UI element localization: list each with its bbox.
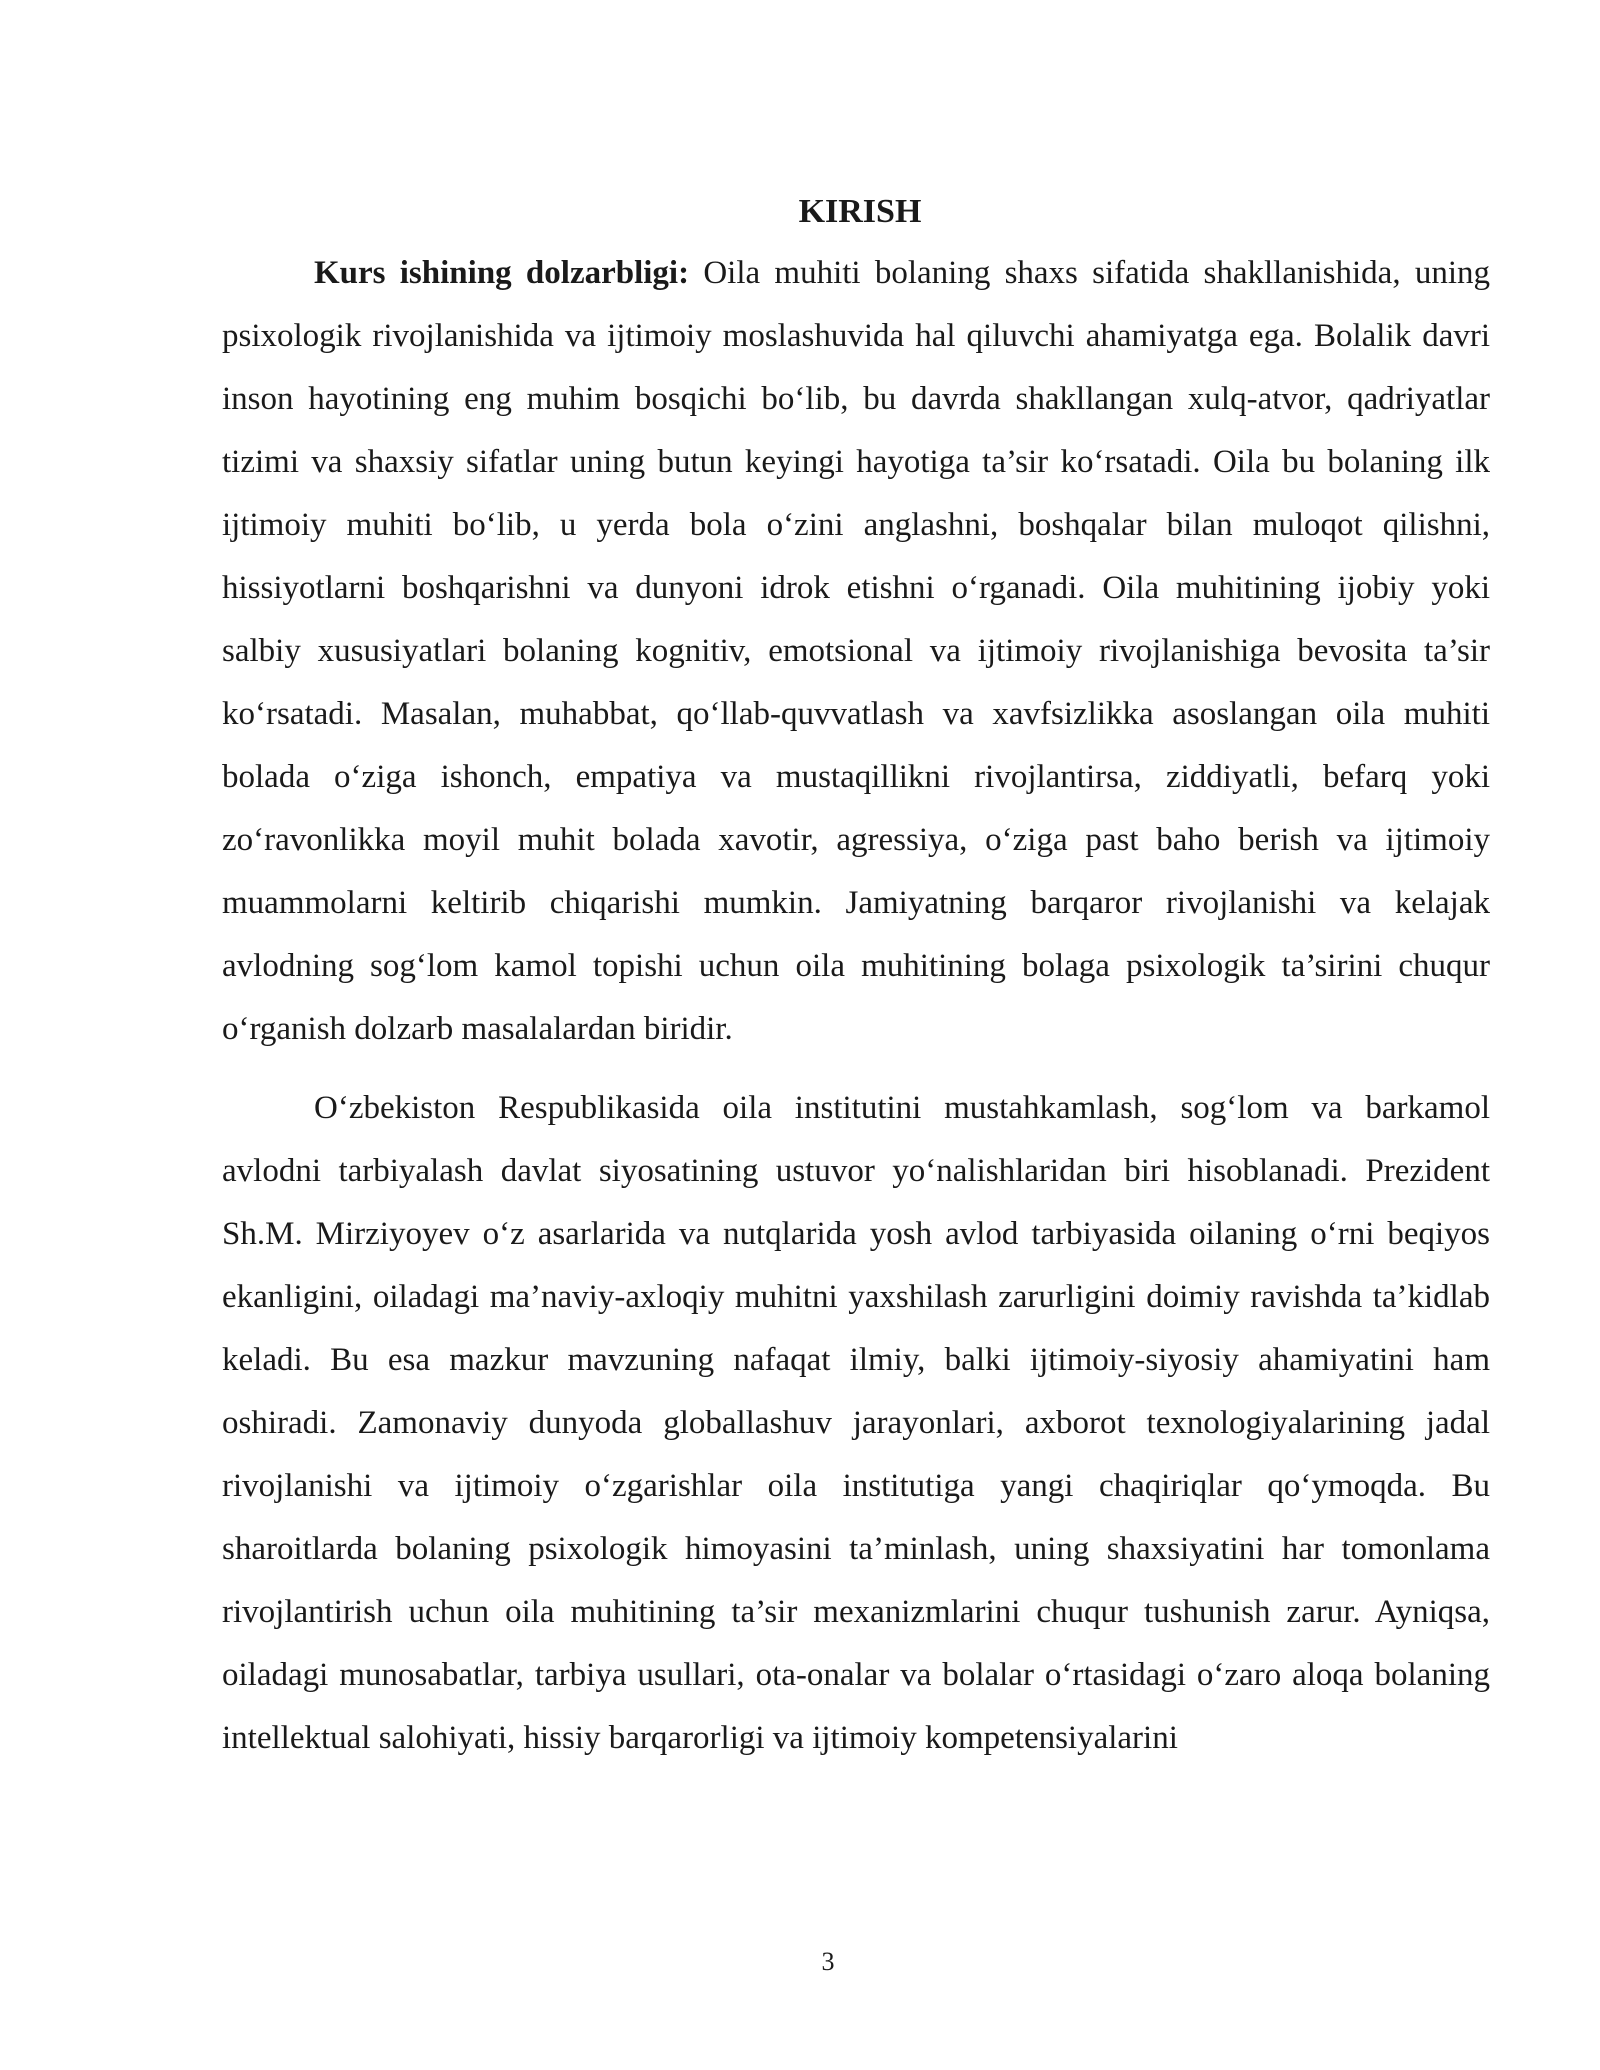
paragraph-relevance bbox=[222, 242, 1490, 1061]
paragraph-text: Oila muhiti bolaning shaxs sifatida shakllanishida, uning psixologik rivojlanishida va ijtimoiy moslashuvida hal qiluvchi ahamiyatga ega. Bolalik davri inson hayotining eng muhim bosqichi bo‘lib, bu davrda shakllangan xulq-atvor, qadriyatlar tizimi va shaxsiy sifatlar uning butun keyingi hayotiga ta’sir ko‘rsatadi. Oila bu bolaning ilk ijtimoiy muhiti bo‘lib, u yerda bola o‘zini anglashni, boshqalar bilan muloqot qilishni, hissiyotlarni boshqarishni va dunyoni idrok etishni o‘rganadi. Oila muhitining ijobiy yoki salbiy xususiyatlari bolaning kognitiv, emotsional va ijtimoiy rivojlanishiga bevosita ta’sir ko‘rsatadi. Masalan, muhabbat, qo‘llab-quvvatlash va xavfsizlikka asoslangan oila muhiti bolada o‘ziga ishonch, empatiya va mustaqillikni rivojlantirsa, ziddiyatli, befarq yoki zo‘ravonlikka moyil muhit bolada xavotir, agressiya, o‘ziga past baho berish va ijtimoiy muammolarni keltirib chiqarishi mumkin. Jamiyatning barqaror rivojlanishi va kelajak avlodning sog‘lom kamol topishi uchun oila muhitining bolaga psixologik ta’sirini chuqur o‘rganish dolzarb masalalardan biridir. bbox=[222, 255, 1490, 1047]
paragraph-lead: Kurs ishining dolzarbligi: bbox=[314, 255, 690, 291]
page-number: 3 bbox=[821, 1947, 835, 1976]
section-heading: KIRISH bbox=[798, 193, 922, 230]
paragraph-text: O‘zbekiston Respublikasida oila institutini mustahkamlash, sog‘lom va barkamol avlodni tarbiyalash davlat siyosatining ustuvor yo‘nalishlaridan biri hisoblanadi. Prezident Sh.M. Mirziyoyev o‘z asarlarida va nutqlarida yosh avlod tarbiyasida oilaning o‘rni beqiyos ekanligini, oiladagi ma’naviy-axloqiy muhitni yaxshilash zarurligini doimiy ravishda ta’kidlab keladi. Bu esa mazkur mavzuning nafaqat ilmiy, balki ijtimoiy-siyosiy ahamiyatini ham oshiradi. Zamonaviy dunyoda globallashuv jarayonlari, axborot texnologiyalarining jadal rivojlanishi va ijtimoiy o‘zgarishlar oila institutiga yangi chaqiriqlar qo‘ymoqda. Bu sharoitlarda bolaning psixologik himoyasini ta’minlash, uning shaxsiyatini har tomonlama rivojlantirish uchun oila muhitining ta’sir mexanizmlarini chuqur tushunish zarur. Ayniqsa, oiladagi munosabatlar, tarbiya usullari, ota-onalar va bolalar o‘rtasidagi o‘zaro aloqa bolaning intellektual salohiyati, hissiy barqarorligi va ijtimoiy kompetensiyalarini bbox=[222, 1090, 1490, 1756]
page-content bbox=[222, 186, 1490, 1770]
paragraph-state-policy bbox=[222, 1077, 1490, 1770]
